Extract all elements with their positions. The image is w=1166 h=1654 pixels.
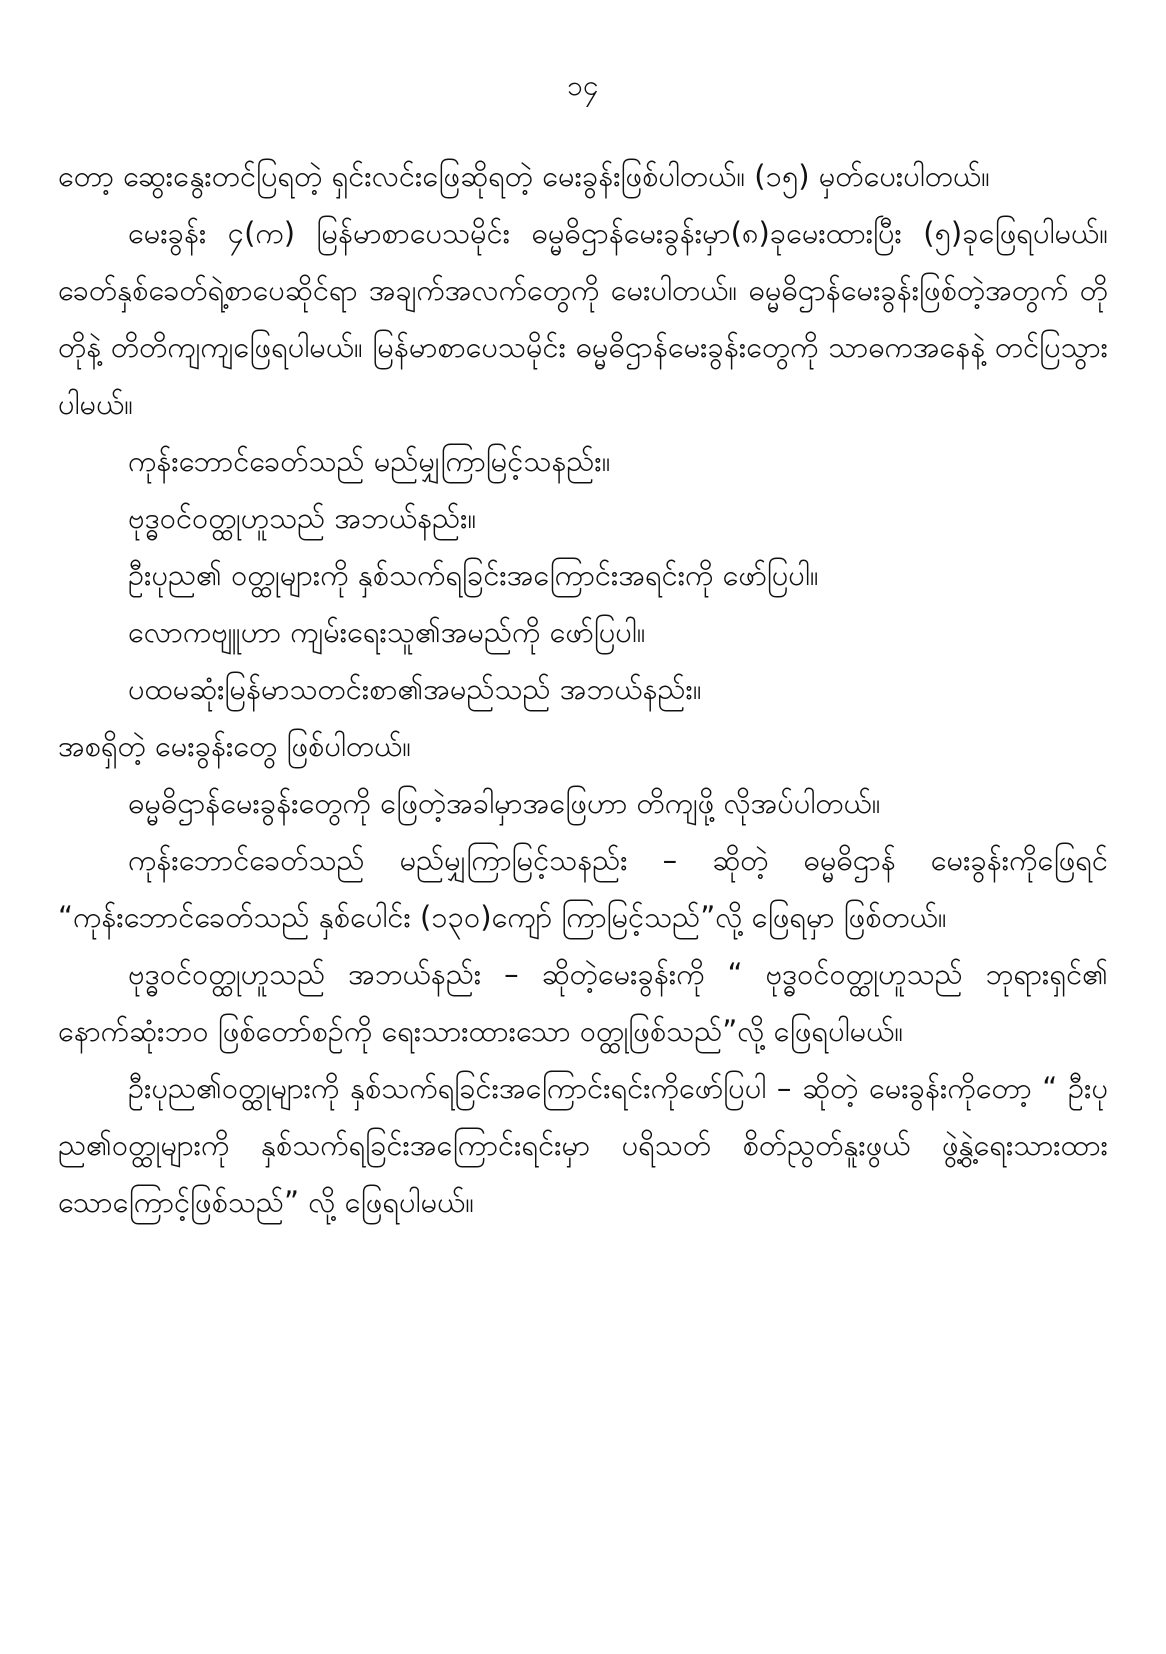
paragraph-answer-u-ponnya: ဦးပုည၏ဝတ္ထုများကို နှစ်သက်ရခြင်းအကြောင်းရင်းကိုဖော်ပြပါ – ဆိုတဲ့ မေးခွန်းကိုတော့ “ ဦးပုည၏ဝတ္ထုများကို နှစ်သက်ရခြင်းအကြောင်းရင်းမှာ ပရိသတ် စိတ်ညွတ်နူးဖွယ် ဖွဲ့နွဲ့ရေးသားထားသောကြောင့်ဖြစ်သည်” လို့ ဖြေရပါမယ်။: [58, 1071, 1108, 1219]
list-item: လောကဗျူဟာ ကျမ်းရေးသူ၏အမည်ကို ဖော်ပြပါ။: [128, 615, 646, 649]
list-item: ဦးပုည၏ ဝတ္ထုများကို နှစ်သက်ရခြင်းအကြောင်းအရင်းကို ဖော်ပြပါ။: [128, 558, 819, 592]
paragraph-answer-buddhawin: ဗုဒ္ဓဝင်ဝတ္ထုဟူသည် အဘယ်နည်း – ဆိုတဲ့မေးခွန်းကို “ ဗုဒ္ဓဝင်ဝတ္ထုဟူသည် ဘုရားရှင်၏ နောက်ဆုံးဘဝ ဖြစ်တော်စဉ်ကို ရေးသားထားသော ဝတ္ထုဖြစ်သည်”လို့ ဖြေရပါမယ်။: [58, 957, 1108, 1048]
body-text: [58, 148, 1108, 1231]
list-item: ပထမဆုံးမြန်မာသတင်းစာ၏အမည်သည် အဘယ်နည်း။: [128, 672, 702, 706]
paragraph-answer-konbaung: ကုန်းဘောင်ခေတ်သည် မည်မျှကြာမြင့်သနည်း – ဆိုတဲ့ ဓမ္မဓိဌာန် မေးခွန်းကိုဖြေရင် “ကုန်းဘောင်ခေတ်သည် နှစ်ပေါင်း (၁၃၀)ကျော် ကြာမြင့်သည်”လို့ ဖြေရမှာ ဖြစ်တယ်။: [58, 843, 1108, 934]
page-number: ၁၄: [567, 69, 599, 102]
paragraph-question-4a: မေးခွန်း ၄(က) မြန်မာစာပေသမိုင်း ဓမ္မဓိဌာန်မေးခွန်းမှာ(၈)ခုမေးထားပြီး (၅)ခုဖြေရပါမယ်။ ခေတ်နှစ်ခေတ်ရဲ့စာပေဆိုင်ရာ အချက်အလက်တွေကို မေးပါတယ်။ ဓမ္မဓိဌာန်မေးခွန်းဖြစ်တဲ့အတွက် တိုတိုနဲ့ တိတိကျကျဖြေရပါမယ်။ မြန်မာစာပေသမိုင်း ဓမ္မဓိဌာန်မေးခွန်းတွေကို သာဓကအနေနဲ့ တင်ပြသွားပါမယ်။: [58, 216, 1108, 421]
example-questions-list: [58, 433, 1108, 718]
paragraph-after-list: အစရှိတဲ့ မေးခွန်းတွေ ဖြစ်ပါတယ်။: [58, 729, 412, 763]
paragraph-continuation: တော့ ဆွေးနွေးတင်ပြရတဲ့ ရှင်းလင်းဖြေဆိုရတဲ့ မေးခွန်းဖြစ်ပါတယ်။ (၁၅) မှတ်ပေးပါတယ်။: [58, 159, 990, 193]
paragraph-answer-precision: ဓမ္မဓိဌာန်မေးခွန်းတွေကို ဖြေတဲ့အခါမှာအဖြေဟာ တိကျဖို့ လိုအပ်ပါတယ်။: [128, 786, 881, 820]
list-item: ဗုဒ္ဓဝင်ဝတ္ထုဟူသည် အဘယ်နည်း။: [128, 501, 477, 535]
list-item: ကုန်းဘောင်ခေတ်သည် မည်မျှကြာမြင့်သနည်း။: [128, 444, 611, 478]
